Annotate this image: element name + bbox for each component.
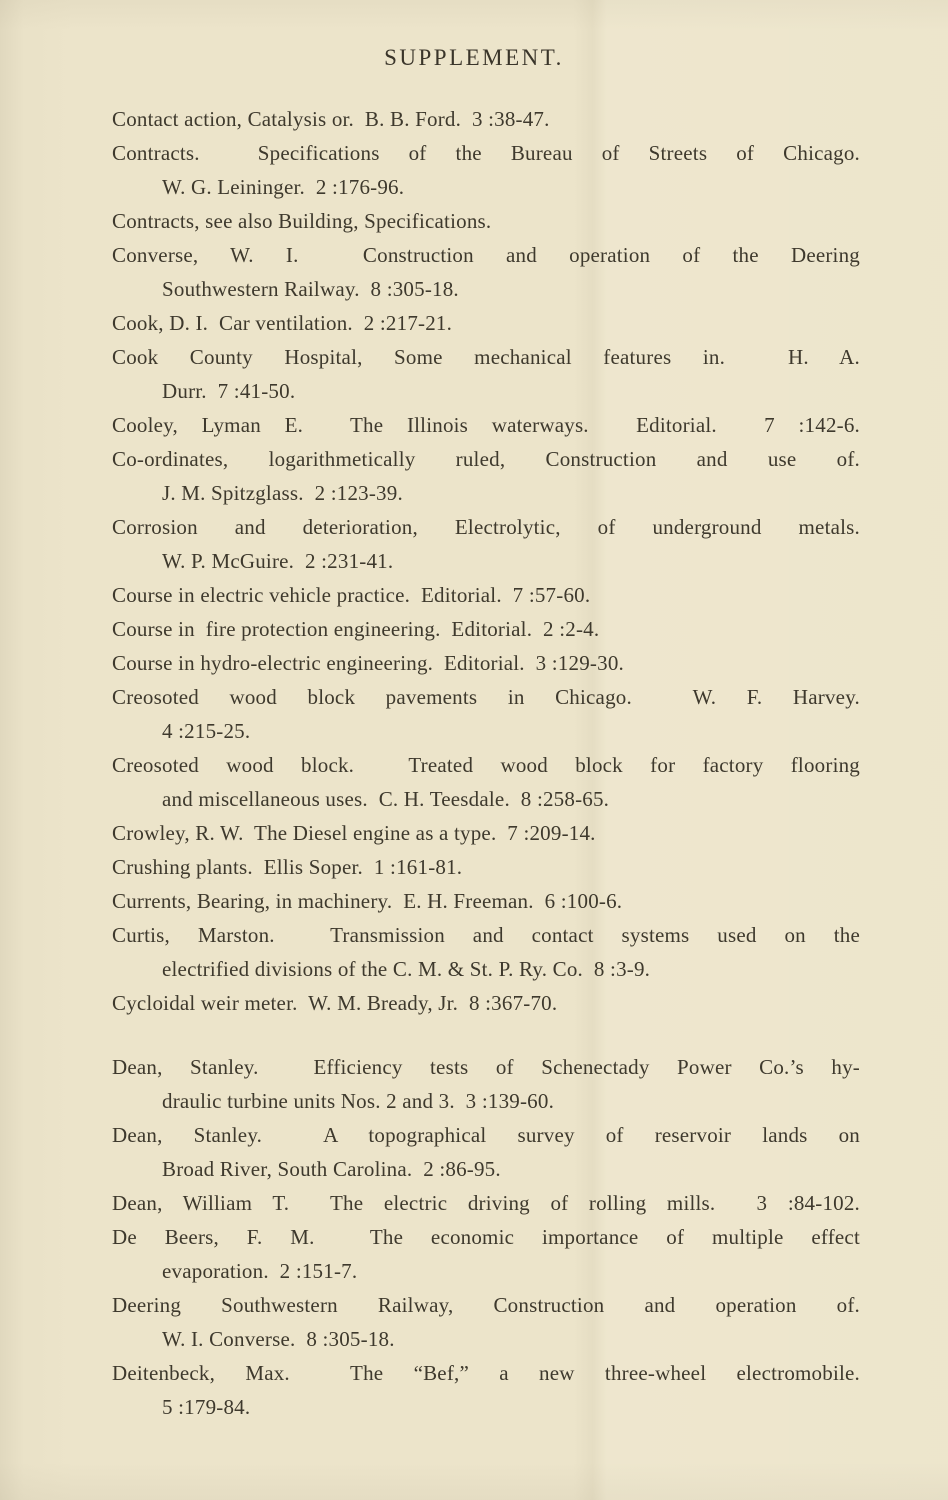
index-entry xyxy=(112,850,860,884)
index-entry-line: Contracts, see also Building, Specifications. xyxy=(112,209,492,233)
index-entry-line: Contracts. Specifications of the Bureau of Streets of Chicago. xyxy=(112,141,860,165)
index-entry-line: Creosoted wood block. Treated wood block for factory flooring xyxy=(112,753,860,777)
index-entry-line: Cooley, Lyman E. The Illinois waterways. Editorial. 7 :142-6. xyxy=(112,413,860,437)
index-entry xyxy=(112,748,860,816)
index-entry xyxy=(112,816,860,850)
index-entry-line: Contact action, Catalysis or. B. B. Ford. 3 :38-47. xyxy=(112,107,550,131)
index-entry-line: electrified divisions of the C. M. & St. P. Ry. Co. 8 :3-9. xyxy=(162,957,651,981)
index-entry xyxy=(112,442,860,510)
index-entry xyxy=(112,136,860,204)
index-entry-line: Converse, W. I. Construction and operation of the Deering xyxy=(112,243,860,267)
index-entries xyxy=(112,102,860,1424)
index-entry-line: W. G. Leininger. 2 :176-96. xyxy=(162,175,405,199)
index-entry-line: Deering Southwestern Railway, Construction and operation of. xyxy=(112,1293,860,1317)
page-title: SUPPLEMENT. xyxy=(384,45,564,70)
index-entry xyxy=(112,204,860,238)
index-entry-line: Deitenbeck, Max. The “Bef,” a new three-wheel electromobile. xyxy=(112,1361,860,1385)
index-entry-line: Crowley, R. W. The Diesel engine as a type. 7 :209-14. xyxy=(112,821,596,845)
index-entry-line: Co-ordinates, logarithmetically ruled, Construction and use of. xyxy=(112,447,860,471)
index-entry-line: J. M. Spitzglass. 2 :123-39. xyxy=(162,481,403,505)
index-entry xyxy=(112,238,860,306)
index-entry-line: Curtis, Marston. Transmission and contact systems used on the xyxy=(112,923,860,947)
index-entry-line: Durr. 7 :41-50. xyxy=(162,379,296,403)
index-entry-line: Broad River, South Carolina. 2 :86-95. xyxy=(162,1157,501,1181)
index-entry xyxy=(112,1356,860,1424)
index-entry-line: 4 :215-25. xyxy=(162,719,251,743)
index-entry-line: Cycloidal weir meter. W. M. Bready, Jr. 8 :367-70. xyxy=(112,991,558,1015)
index-entry-line: De Beers, F. M. The economic importance of multiple effect xyxy=(112,1225,860,1249)
index-entry-line: and miscellaneous uses. C. H. Teesdale. 8 :258-65. xyxy=(162,787,610,811)
index-entry-line: 5 :179-84. xyxy=(162,1395,251,1419)
index-entry xyxy=(112,986,860,1020)
index-entry-line: Cook County Hospital, Some mechanical features in. H. A. xyxy=(112,345,860,369)
index-entry xyxy=(112,1050,860,1118)
index-entry-line: Corrosion and deterioration, Electrolytic, of underground metals. xyxy=(112,515,860,539)
index-entry-line: Course in hydro-electric engineering. Editorial. 3 :129-30. xyxy=(112,651,624,675)
index-entry xyxy=(112,1220,860,1288)
index-entry-line: W. P. McGuire. 2 :231-41. xyxy=(162,549,394,573)
index-entry-line: Creosoted wood block pavements in Chicago. W. F. Harvey. xyxy=(112,685,860,709)
index-entry xyxy=(112,578,860,612)
index-entry xyxy=(112,918,860,986)
index-entry-line: W. I. Converse. 8 :305-18. xyxy=(162,1327,395,1351)
index-entry xyxy=(112,680,860,748)
index-entry-line: Cook, D. I. Car ventilation. 2 :217-21. xyxy=(112,311,453,335)
index-entry-line: draulic turbine units Nos. 2 and 3. 3 :139-60. xyxy=(162,1089,555,1113)
index-entry xyxy=(112,1186,860,1220)
index-entry xyxy=(112,884,860,918)
index-entry-line: Crushing plants. Ellis Soper. 1 :161-81. xyxy=(112,855,463,879)
index-entry xyxy=(112,510,860,578)
index-entry xyxy=(112,102,860,136)
index-entry xyxy=(112,646,860,680)
index-entry-line: evaporation. 2 :151-7. xyxy=(162,1259,358,1283)
index-entry-line: Dean, Stanley. Efficiency tests of Schenectady Power Co.’s hy- xyxy=(112,1055,860,1079)
index-entry xyxy=(112,408,860,442)
index-entry xyxy=(112,1288,860,1356)
index-entry xyxy=(112,612,860,646)
index-entry xyxy=(112,340,860,408)
index-entry-line: Currents, Bearing, in machinery. E. H. Freeman. 6 :100-6. xyxy=(112,889,623,913)
index-entry-line: Southwestern Railway. 8 :305-18. xyxy=(162,277,459,301)
index-entry-line: Dean, William T. The electric driving of rolling mills. 3 :84-102. xyxy=(112,1191,860,1215)
index-entry-line: Dean, Stanley. A topographical survey of reservoir lands on xyxy=(112,1123,860,1147)
index-entry xyxy=(112,306,860,340)
index-entry xyxy=(112,1118,860,1186)
index-entry-line: Course in electric vehicle practice. Editorial. 7 :57-60. xyxy=(112,583,591,607)
index-entry-line: Course in fire protection engineering. Editorial. 2 :2-4. xyxy=(112,617,600,641)
